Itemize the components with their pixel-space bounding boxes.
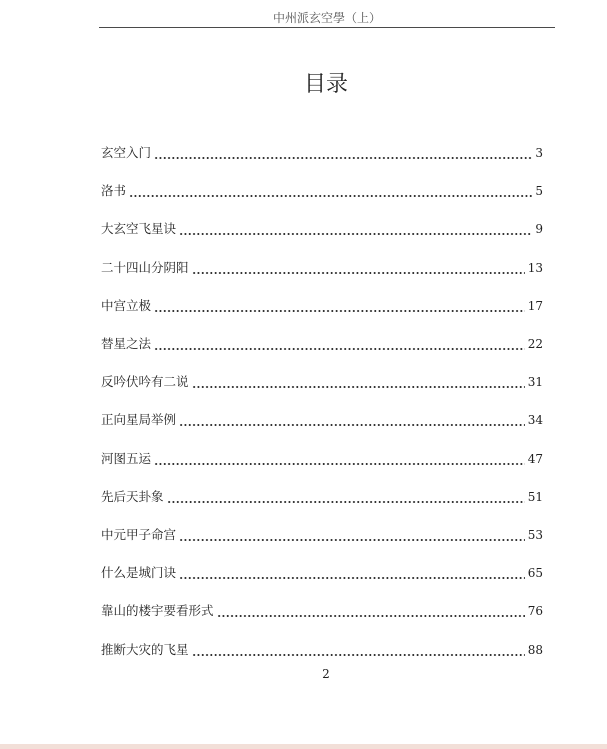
toc-entry-page: 47 [527,451,543,466]
toc-entry[interactable] [101,401,543,439]
toc-entry[interactable] [101,325,543,363]
dot-leader [192,654,525,656]
toc-entry[interactable] [101,554,543,592]
toc-entry[interactable] [101,363,543,401]
toc-entry-page: 51 [527,489,543,504]
toc-entry-label: 推断大灾的飞星 [101,641,189,657]
toc-entry[interactable] [101,287,543,325]
toc-entry-page: 76 [527,604,543,619]
toc-entry-label: 什么是城门诀 [101,565,177,581]
toc-entry-label: 大玄空飞星诀 [101,221,177,237]
dot-leader [154,157,532,159]
toc-entry-page: 34 [527,413,543,428]
toc-entry-label: 反吟伏吟有二说 [101,374,189,390]
toc-entry-page: 31 [527,375,543,390]
toc-entry-page: 13 [527,260,543,275]
toc-entry[interactable] [101,249,543,287]
toc-entry-page: 65 [527,566,543,581]
toc-entry[interactable] [101,592,543,630]
toc-entry[interactable] [101,172,543,210]
toc-entry[interactable] [101,210,543,248]
toc-entry-label: 中元甲子命宫 [101,526,177,542]
dot-leader [192,386,525,388]
toc-entry-page: 5 [535,184,543,199]
toc-entry-page: 22 [527,337,543,352]
dot-leader [129,195,532,197]
toc-entry-page: 3 [535,146,543,161]
dot-leader [217,615,525,617]
dot-leader [179,233,532,235]
toc-entry[interactable] [101,630,543,668]
toc-title: 目录 [303,72,348,97]
toc-entry[interactable] [101,440,543,478]
toc-entry-label: 玄空入门 [101,145,152,161]
toc-entry-label: 河图五运 [101,450,152,466]
toc-entry-label: 二十四山分阴阳 [101,259,189,275]
dot-leader [179,539,525,541]
page-number: 2 [322,667,330,681]
toc-entry-page: 88 [527,642,543,657]
bottom-edge-band [0,744,607,749]
toc-entry-page: 53 [527,527,543,542]
dot-leader [179,424,525,426]
toc-list [101,134,543,669]
dot-leader [154,348,525,350]
toc-entry-label: 先后天卦象 [101,488,164,504]
toc-entry-page: 17 [527,298,543,313]
toc-entry-label: 正向星局举例 [101,412,177,428]
dot-leader [154,310,525,312]
dot-leader [167,501,525,503]
toc-entry[interactable] [101,134,543,172]
toc-entry-label: 替星之法 [101,336,152,352]
dot-leader [154,463,525,465]
toc-entry-label: 洛书 [101,183,127,199]
running-header: 中州派玄空學（上） [272,11,381,25]
toc-entry[interactable] [101,516,543,554]
toc-entry-label: 靠山的楼宇要看形式 [101,603,214,619]
header-rule [99,27,555,28]
dot-leader [179,577,525,579]
toc-entry-page: 9 [535,222,543,237]
toc-entry[interactable] [101,478,543,516]
toc-entry-label: 中宫立极 [101,297,152,313]
dot-leader [192,272,525,274]
